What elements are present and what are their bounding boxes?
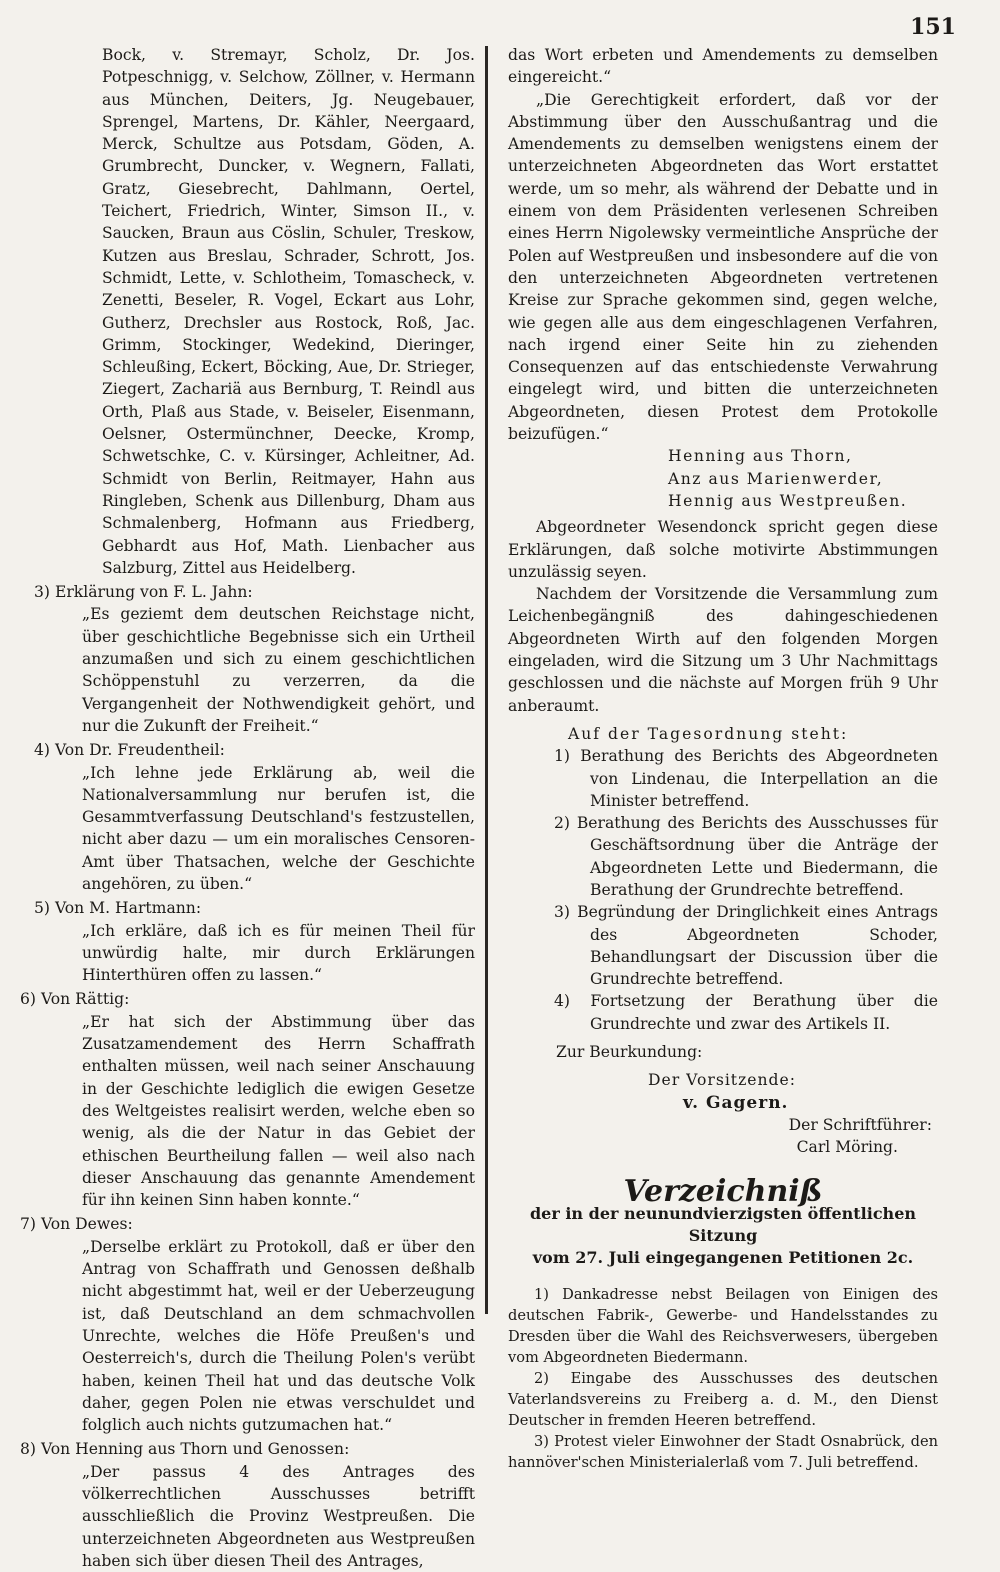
section-text: „Ich erkläre, daß ich es für meinen Theil für unwürdig halte, mir durch Erklärungen Hinterthüren offen zu lassen.“ bbox=[82, 921, 475, 985]
agenda-item: 4) Fortsetzung der Berathung über die Grundrechte und zwar des Artikels II. bbox=[554, 992, 938, 1033]
section-heading: 8) Von Henning aus Thorn und Genossen: bbox=[20, 1440, 350, 1459]
section-text: „Derselbe erklärt zu Protokoll, daß er über den Antrag von Schaffrath und Genossen deßhalb nicht abgestimmt hat, weil er der Ueberzeugung ist, daß Deutschland an dem schmachvollen Unrechte, welches die Höfe Preußen's und Oesterreich's, durch die Theilung Polen's verübt haben, keinen Theil hat und das deutsche Volk daher, gegen Polen nie etwas verschuldet und folglich auch nichts gutzumachen hat.“ bbox=[82, 1237, 475, 1435]
left-column bbox=[20, 44, 475, 1572]
index-title: Verzeichniß bbox=[623, 1173, 823, 1209]
section-text: „Der passus 4 des Antrages des völkerrechtlichen Ausschusses betrifft ausschließlich die Provinz Westpreußen. Die unterzeichneten Abgeordneten aus Westpreußen haben sich über diesen Theil des Antrages, bbox=[82, 1462, 475, 1570]
section-text: „Ich lehne jede Erklärung ab, weil die Nationalversammlung nur berufen ist, die Gesammtverfassung Deutschland's festzustellen, nicht aber dazu — um ein moralisches Censoren-Amt über Thatsachen, welche der Geschichte angehören, zu üben.“ bbox=[82, 763, 475, 893]
agenda-item: 2) Berathung des Berichts des Ausschusses für Geschäftsordnung über die Anträge der Abgeordneten Lette und Biedermann, die Berathung der Grundrechte betreffend. bbox=[554, 814, 938, 899]
section-heading: 7) Von Dewes: bbox=[20, 1215, 133, 1234]
names-list: Bock, v. Stremayr, Scholz, Dr. Jos. Potpeschnigg, v. Selchow, Zöllner, v. Hermann aus München, Deiters, Jg. Neugebauer, Sprengel, Martens, Dr. Kähler, Neergaard, Merck, Schultze aus Potsdam, Göden, A. Grumbrecht, Duncker, v. Wegnern, Fallati, Gratz, Giesebrecht, Dahlmann, Oertel, Teichert, Friedrich, Winter, Simson II., v. Saucken, Braun aus Cöslin, Schuler, Treskow, Kutzen aus Breslau, Schrader, Schrott, Jos. Schmidt, Lette, v. Schlotheim, Tomascheck, v. Zenetti, Beseler, R. Vogel, Eckart aus Lohr, Gutherz, Drechsler aus Rostock, Roß, Jac. Grimm, Stockinger, Wedekind, Dieringer, Schleußing, Eckert, Böcking, Aue, Dr. Strieger, Ziegert, Zachariä aus Bernburg, T. Reindl aus Orth, Plaß aus Stade, v. Beiseler, Eisenmann, Oelsner, Ostermünchner, Deecke, Kromp, Schwetschke, C. v. Kürsinger, Achleitner, Ad. Schmidt von Berlin, Reitmayer, Hahn aus Ringleben, Schenk aus Dillenburg, Dham aus Schmalenberg, Hofmann aus Friedberg, Gebhardt aus Hof, Math. Lienbacher aus Salzburg, Zittel aus Heidelberg. bbox=[102, 46, 475, 577]
signature: Henning aus Thorn, bbox=[668, 447, 853, 466]
section-heading: 6) Von Rättig: bbox=[20, 990, 130, 1009]
chair-name: v. Gagern. bbox=[683, 1092, 789, 1113]
agenda-item: 3) Begründung der Dringlichkeit eines Antrags des Abgeordneten Schoder, Behandlungsart der Discussion über die Grundrechte betreffend. bbox=[554, 903, 938, 989]
closing-statement: Nachdem der Vorsitzende die Versammlung zum Leichenbegängniß des dahingeschiedenen Abgeordneten Wirth auf den folgenden Morgen eingeladen, wird die Sitzung um 3 Uhr Nachmittags geschlossen und die nächste auf Morgen früh 9 Uhr anberaumt. bbox=[508, 585, 938, 715]
wesendonck-statement: Abgeordneter Wesendonck spricht gegen diese Erklärungen, daß solche motivirte Abstimmungen unzulässig seyen. bbox=[508, 518, 938, 581]
secretary-name: Carl Möring. bbox=[796, 1138, 898, 1157]
section-heading: 3) Erklärung von F. L. Jahn: bbox=[34, 583, 253, 602]
right-column bbox=[508, 44, 938, 1473]
secretary-label: Der Schriftführer: bbox=[788, 1115, 932, 1134]
signature: Anz aus Marienwerder, bbox=[668, 469, 884, 488]
section-heading: 5) Von M. Hartmann: bbox=[34, 899, 202, 918]
petition-item: 1) Dankadresse nebst Beilagen von Einigen des deutschen Fabrik-, Gewerbe- und Handelsstandes zu Dresden über die Wahl des Reichsverwesers, übergeben vom Abgeordneten Biedermann. bbox=[508, 1285, 938, 1366]
continued-text: das Wort erbeten und Amendements zu demselben eingereicht.“ bbox=[508, 46, 938, 87]
agenda-item: 1) Berathung des Berichts des Abgeordneten von Lindenau, die Interpellation an die Minister betreffend. bbox=[554, 747, 938, 810]
index-subtitle: vom 27. Juli eingegangenen Petitionen 2c. bbox=[532, 1248, 914, 1268]
section-text: „Er hat sich der Abstimmung über das Zusatzamendement des Herrn Schaffrath enthalten müssen, weil nach seiner Anschauung in der Geschichte lediglich die ewigen Gesetze des Weltgeistes realisirt werden, welche eben so wenig, als die der Natur in das Gebiet der ethischen Beurtheilung fallen — weil also nach dieser Anschauung das genannte Amendement für ihn keinen Sinn haben konnte.“ bbox=[82, 1012, 475, 1210]
protest-text: „Die Gerechtigkeit erfordert, daß vor der Abstimmung über den Ausschußantrag und die Amendements zu demselben wenigstens einem der unterzeichneten Abgeordneten das Wort erstattet werde, um so mehr, als während der Debatte und in einem von dem Präsidenten verlesenen Schreiben eines Herrn Nigolewsky vermeintliche Ansprüche der Polen auf Westpreußen und insbesondere auf die von den unterzeichneten Abgeordneten vertretenen Kreise zur Sprache gekommen sind, gegen welche, wie gegen alle aus dem eingeschlagenen Verfahren, nach irgend einer Seite hin zu ziehenden Consequenzen auf das entschiedenste Verwahrung eingelegt wird, und bitten die unterzeichneten Abgeordneten, diesen Protest dem Protokolle beizufügen.“ bbox=[508, 90, 938, 444]
section-heading: 4) Von Dr. Freudentheil: bbox=[34, 741, 225, 760]
column-divider bbox=[485, 46, 488, 1314]
chair-label: Der Vorsitzende: bbox=[648, 1071, 797, 1090]
page-number: 151 bbox=[910, 14, 956, 40]
beurkundung-label: Zur Beurkundung: bbox=[556, 1043, 703, 1062]
section-text: „Es geziemt dem deutschen Reichstage nicht, über geschichtliche Begebnisse sich ein Urtheil anzumaßen und sich zu einem geschichtlichen Schöppenstuhl zu verzerren, da die Vergangenheit der Nothwendigkeit gehört, und nur die Zukunft der Freiheit.“ bbox=[82, 605, 475, 735]
petition-item: 2) Eingabe des Ausschusses des deutschen Vaterlandsvereins zu Freiberg a. d. M., den Dienst Deutscher in fremden Heeren betreffend. bbox=[508, 1369, 938, 1429]
petition-item: 3) Protest vieler Einwohner der Stadt Osnabrück, den hannöver'schen Ministerialerlaß vom 7. Juli betreffend. bbox=[508, 1432, 938, 1471]
petitions-list bbox=[508, 1284, 938, 1473]
index-subtitle: der in der neunundvierzigsten öffentlichen Sitzung bbox=[529, 1203, 916, 1246]
agenda-heading: Auf der Tagesordnung steht: bbox=[568, 724, 849, 743]
signature: Hennig aus Westpreußen. bbox=[668, 491, 908, 510]
